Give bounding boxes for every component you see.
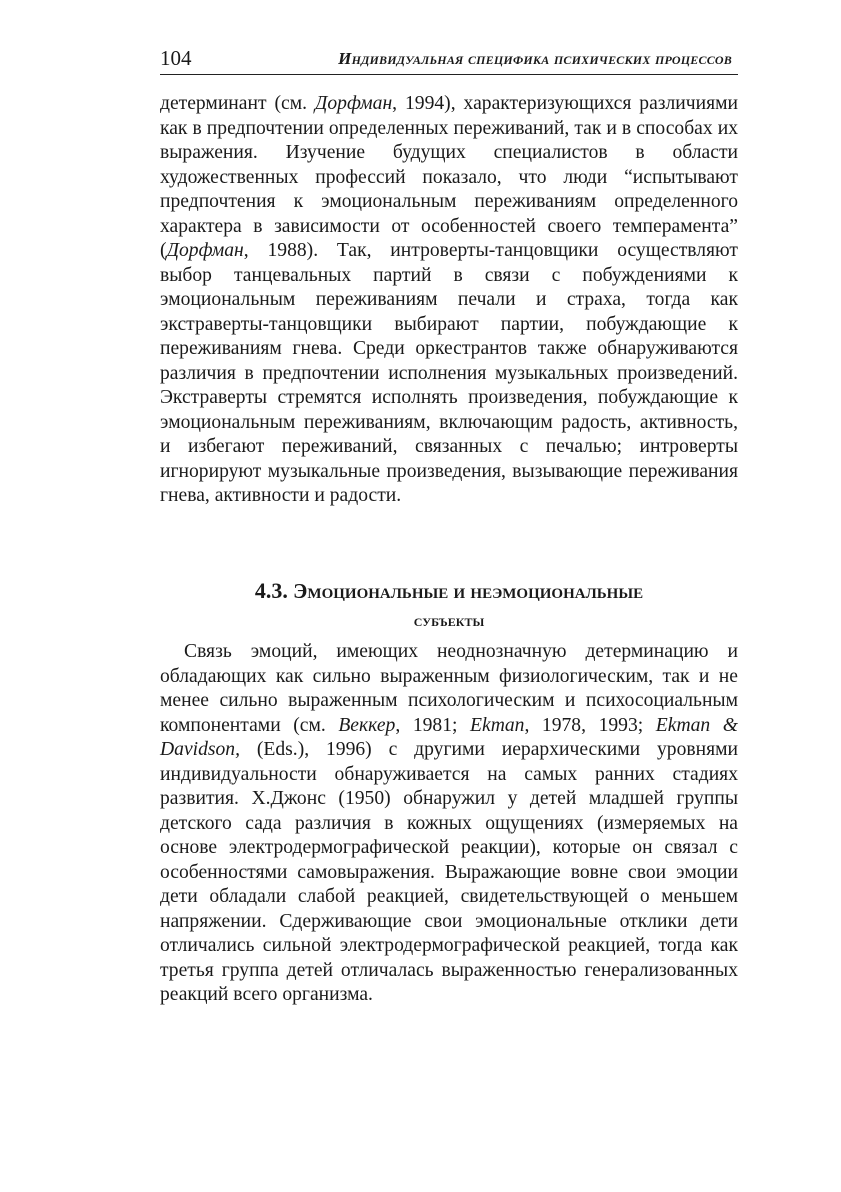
running-title: Индивидуальная специфика психических процессов [338,49,732,68]
text-run: , 1988). Так, интроверты-танцовщики осуществляют выбор танцевальных партий в связи с побуждениями к эмоциональным переживаниям печали и страха, тогда как экстраверты-танцовщики выбирают партии, побуждающие к переживаниям гнева. Среди оркестрантов также обнаруживаются различия в предпочтении исполнения музыкальных произведений. Экстраверты стремятся исполнять произведения, побуждающие к эмоциональным переживаниям, включающим радость, активность, и избегают переживаний, связанных с печалью; интроверты игнорируют музыкальные произведения, вызывающие переживания гнева, активности и радости. [160,240,738,506]
text-run: , 1978, 1993; [524,714,656,736]
text-run: , 1981; [395,714,471,736]
text-run: детерминант (см. [160,93,315,114]
paragraph-2 [160,640,738,1008]
author-citation: Веккер [338,714,396,736]
text-run: , 1994), характеризующихся различиями как в предпочтении определенных переживаний, так и в способах их выражения. Изучение будущих специалистов в области художественных профессий показало, что люди “испытывают предпочтения к эмоциональным переживаниям определенного характера в зависимости от особенностей своего темперамента” ( [160,93,739,261]
text-run: (Eds.), 1996) с другими иерархическими уровнями индивидуальности обнаруживается на самых ранних стадиях развития. Х.Джонс (1950) обнаружил у детей младшей группы детского сада различия в кожных ощущениях (измеряемых на основе электродермографической реакции), которые он связал с особенностями самовыражения. Выражающие вовне свои эмоции дети обладали слабой реакцией, свидетельствующей о меньшем напряжении. Сдерживающие свои эмоциональные отклики дети отличались сильной электродермографической реакцией, тогда как третья группа детей отличалась выраженностью генерализованных реакций всего организма. [160,739,738,1005]
text-run: Связь эмоций, имеющих неоднозначную детерминацию и обладающих как сильно выраженным физиологическим, так и не менее сильно выраженным психологическим и психосоциальным компонентами (см. [160,641,738,736]
section-number: 4.3. [254,578,288,603]
author-citation: Ekman & Davidson, [160,714,738,760]
paragraph-1 [160,92,738,509]
section-heading [160,577,738,635]
author-citation: Ekman [470,714,525,736]
page-number: 104 [160,46,192,70]
section-title-part-1: Эмоциональные и неэмоциональные [293,579,644,603]
author-citation: Дорфман [166,240,244,261]
section-title-part-2: субъекты [413,611,485,630]
author-citation: Дорфман [314,93,393,114]
section-heading-line-1 [160,577,738,605]
page-header [160,44,738,75]
